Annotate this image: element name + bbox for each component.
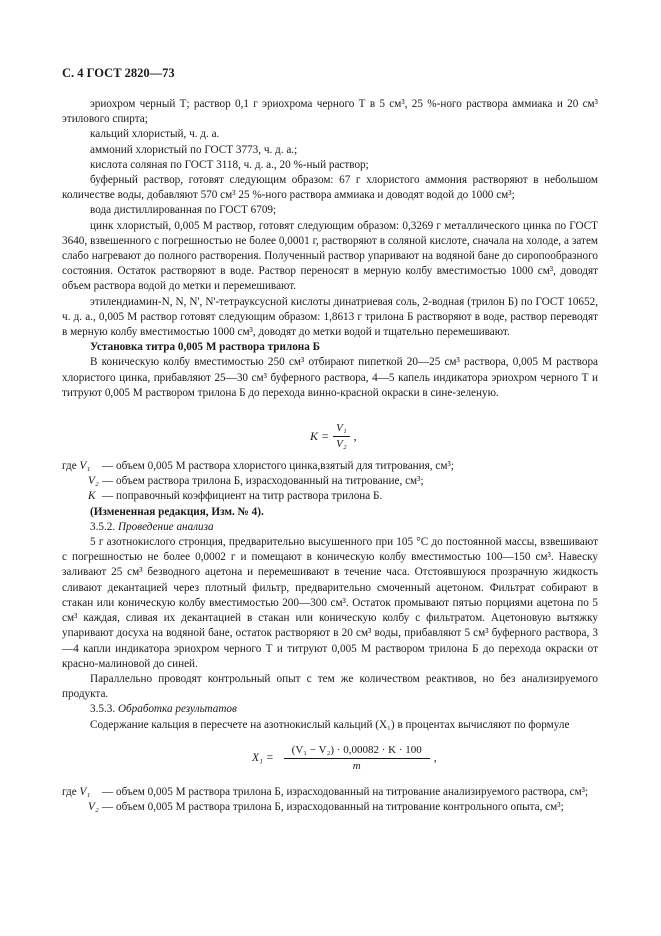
titer-heading: Установка титра 0,005 М раствора трилона Б — [90, 341, 321, 354]
definition-text: — объем 0,005 М раствора трилона Б, израсходованный на титрование контрольного опыта, см³; — [102, 800, 564, 813]
formula-x1-fraction — [284, 743, 430, 774]
definitions-k — [62, 459, 598, 505]
formula-x1-numerator: (V₁ − V₂) · 0,00082 · K · 100 — [284, 743, 430, 759]
formula-k-denominator: V₂ — [336, 438, 347, 451]
definition-row — [62, 459, 598, 474]
formula-x1-denominator: m — [352, 759, 361, 772]
titer-text: В коническую колбу вместимостью 250 см³ отбирают пипеткой 20—25 см³ раствора, 0,005 М раствора хлористого цинка, прибавляют 25—30 см³ буферного раствора, 4—5 капель индикатора эриохром черного Т и титруют 0,005 М раствором трилона Б до перехода винно-красной окраски в сине-зеленую. — [62, 356, 598, 399]
definition-symbol: V₁ — [79, 785, 91, 798]
analysis-number: 3.5.2. — [90, 520, 118, 533]
analysis-title: Проведение анализа — [117, 520, 214, 533]
formula-x1-lhs: X₁ = — [252, 751, 274, 764]
formula-k-fraction — [333, 421, 350, 452]
definitions-x1 — [62, 785, 598, 815]
definition-text: — объем 0,005 М раствора хлористого цинка,взятый для титрования, см³; — [102, 460, 454, 473]
definition-text: — объем 0,005 М раствора трилона Б, израсходованный на титрование анализируемого раствора, см³; — [102, 785, 589, 798]
reagent-calcium-chloride: кальций хлористый, ч. д. а. — [90, 128, 220, 141]
definition-symbol: V₂ — [88, 800, 99, 813]
reagent-eriochrome: эриохром черный Т; раствор 0,1 г эриохрома черного Т в 5 см³, 25 %-ного раствора аммиака и 20 см³ этилового спирта; — [62, 98, 598, 126]
formula-k-tail: , — [353, 429, 357, 444]
reagent-hydrochloric-acid: кислота соляная по ГОСТ 3118, ч. д. а., 20 %-ный раствор; — [90, 158, 369, 171]
definition-symbol: K — [88, 490, 96, 503]
analysis-paragraph: 5 г азотнокислого стронция, предварительно высушенного при 105 °С до постоянной массы, взвешивают с погрешностью не более 0,0002 г и помещают в коническую колбу вместимостью 100—150 см³. Навеску заливают 25 см³ безводного ацетона и перемешивают в течение часа. Отстоявшуюся прозрачную жидкость сливают декантацией через плотный фильтр, предварительно смоченный ацетоном. Фильтрат собирают в стакан или коническую колбу вместимостью 200—300 см³. Остаток промывают пятью порциями ацетона по 5 см³ каждая, сливая их декантацией в стакан или коническую колбу с фильтратом. Ацетоновую вытяжку упаривают досуха на водяной бане, остаток растворяют в 20 см³ воды, прибавляют 5 см³ буферного раствора, 3—4 капли индикатора эриохром черного Т и титруют 0,005 М раствором трилона Б до перехода окраски от красно-малиновой до синей. — [62, 536, 598, 670]
definition-row — [62, 489, 598, 504]
results-title: Обработка результатов — [117, 703, 237, 716]
definition-lead: где — [62, 785, 80, 798]
definition-row — [62, 800, 598, 815]
formula-k-numerator: V₁ — [333, 421, 350, 437]
reagent-ammonium-chloride: аммоний хлористый по ГОСТ 3773, ч. д. а.; — [90, 143, 298, 156]
control-paragraph: Параллельно проводят контрольный опыт с тем же количеством реактивов, но без анализируемого продукта. — [62, 672, 598, 701]
definition-symbol: V₁ — [79, 460, 91, 473]
reagent-trilon-b: этилендиамин-N, N, N', N'-тетрауксусной кислоты динатриевая соль, 2-водная (трилон Б) по ГОСТ 10652, ч. д. а., 0,005 М раствор готовят следующим образом: 1,8613 г трилона Б растворяют в воде, раствор переводят в мерную колбу вместимостью 1000 см³, доводят до метки водой и тщательно перемешивают. — [62, 295, 598, 339]
reagent-zinc-chloride: цинк хлористый, 0,005 М раствор, готовят следующим образом: 0,3269 г металлического цинка по ГОСТ 3640, взвешенного с погрешностью не более 0,0001 г, растворяют в соляной кислоте, сначала на холоде, а затем слабо нагревают до полного растворения. Полученный раствор упаривают на водяной бане до сиропообразного состояния. Остаток растворяют в воде. Раствор переносят в мерную колбу вместимостью 1000 см³, доводят объем раствора водой до метки и перемешивают. — [62, 219, 598, 293]
document-body — [62, 97, 598, 815]
results-text: Содержание кальция в пересчете на азотнокислый кальций (X₁) в процентах вычисляют по формуле — [90, 718, 570, 731]
formula-x1-tail: , — [433, 751, 437, 764]
definition-row — [62, 474, 598, 489]
definition-text: — поправочный коэффициент на титр раствора трилона Б. — [102, 490, 383, 503]
analysis-heading — [62, 520, 598, 535]
results-number: 3.5.3. — [90, 703, 118, 716]
reagent-water: вода дистиллированная по ГОСТ 6709; — [90, 204, 277, 217]
formula-k — [62, 401, 598, 459]
definition-lead: где — [62, 460, 80, 473]
definition-text: — объем раствора трилона Б, израсходованный на титрование, см³; — [102, 475, 424, 488]
page-header: С. 4 ГОСТ 2820—73 — [62, 66, 175, 80]
results-heading — [62, 702, 598, 717]
definition-row — [62, 785, 598, 800]
formula-k-lhs: K = — [310, 429, 330, 444]
edition-note: (Измененная редакция, Изм. № 4). — [90, 505, 264, 518]
reagent-buffer: буферный раствор, готовят следующим образом: 67 г хлористого аммония растворяют в небольшом количестве воды, добавляют 570 см³ 25 %-ного раствора аммиака и доводят водой до 1000 см³; — [62, 174, 598, 202]
definition-symbol: V₂ — [88, 475, 99, 488]
formula-x1 — [62, 733, 598, 785]
